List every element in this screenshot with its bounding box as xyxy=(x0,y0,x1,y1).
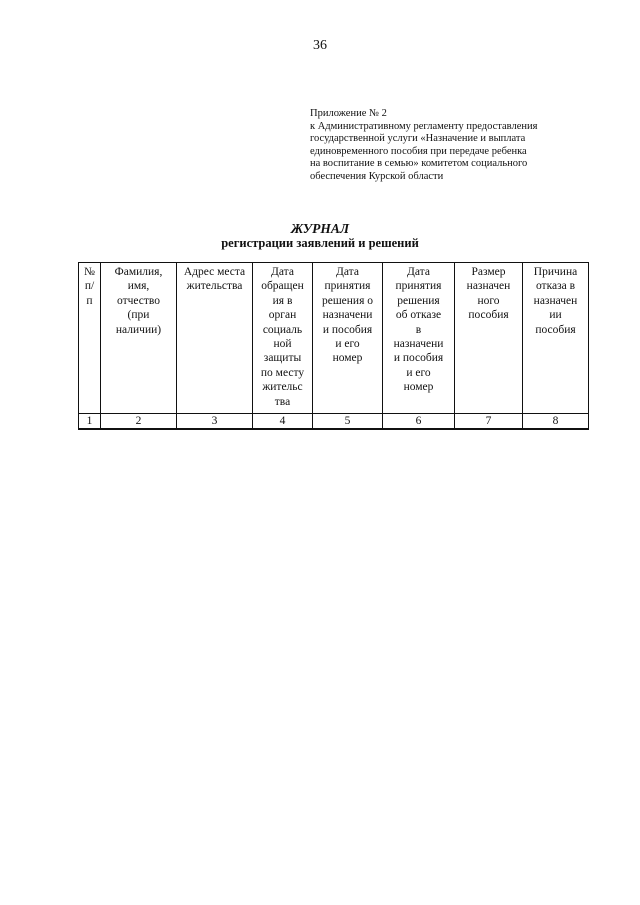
table-header-row xyxy=(79,263,589,414)
column-header-line: номер xyxy=(332,352,363,365)
column-header-line: имя, xyxy=(127,280,150,293)
column-header-line: наличии) xyxy=(115,323,162,336)
column-header-line: решения xyxy=(397,294,440,307)
column-header-line: и его xyxy=(406,366,431,379)
column-header-line: Адрес места xyxy=(183,266,246,278)
column-header-line: Дата xyxy=(407,266,430,278)
column-header xyxy=(313,263,383,414)
column-number: 2 xyxy=(101,414,177,430)
column-header-line: и пособия xyxy=(393,352,444,365)
page-number: 36 xyxy=(313,38,327,53)
column-number: 4 xyxy=(253,414,313,430)
column-header-line: номер xyxy=(403,381,434,394)
column-header-line: тва xyxy=(274,395,291,408)
column-header-line: принятия xyxy=(324,280,371,293)
column-header-line: отчество xyxy=(116,294,161,307)
appendix-line: обеспечения Курской области xyxy=(310,170,444,182)
column-header xyxy=(523,263,589,414)
column-header xyxy=(383,263,455,414)
column-number-row xyxy=(79,414,589,430)
journal-title: ЖУРНАЛ xyxy=(290,221,350,236)
column-header-line: защиты xyxy=(263,352,302,365)
appendix-note xyxy=(310,108,610,184)
column-header-line: пособия xyxy=(535,323,576,336)
appendix-line: Приложение № 2 xyxy=(310,108,387,119)
column-header-line: назначени xyxy=(393,338,444,351)
column-header-line: решения о xyxy=(321,294,374,307)
column-header-line: Дата xyxy=(271,266,294,278)
column-header xyxy=(101,263,177,414)
column-number: 6 xyxy=(383,414,455,430)
column-number: 5 xyxy=(313,414,383,430)
column-header-line: обращен xyxy=(261,280,304,293)
column-header-line: № xyxy=(84,266,95,278)
column-header-line: жительства xyxy=(186,280,243,293)
column-header-line: и пособия xyxy=(322,323,373,336)
column-number: 8 xyxy=(523,414,589,430)
column-header xyxy=(455,263,523,414)
column-header-line: ного xyxy=(477,294,500,307)
column-header-line: ии xyxy=(549,309,562,322)
column-header-line: (при xyxy=(127,309,150,322)
column-header-line: жительс xyxy=(262,381,303,394)
column-header xyxy=(177,263,253,414)
column-header-line: в xyxy=(415,323,422,336)
column-number: 7 xyxy=(455,414,523,430)
column-header-line: п xyxy=(86,294,93,307)
column-number: 3 xyxy=(177,414,253,430)
appendix-line: на воспитание в семью» комитетом социального xyxy=(310,158,528,170)
journal-subtitle: регистрации заявлений и решений xyxy=(221,236,419,250)
column-header-line: орган xyxy=(268,309,297,322)
column-header-line: по месту xyxy=(260,366,305,379)
column-header-line: назначени xyxy=(322,309,373,322)
column-header-line: назначен xyxy=(533,294,578,307)
column-header-line: социаль xyxy=(262,323,303,336)
appendix-line: государственной услуги «Назначение и выплата xyxy=(310,133,526,145)
column-header-line: Дата xyxy=(336,266,359,278)
column-header-line: Фамилия, xyxy=(114,266,163,278)
column-header-line: ной xyxy=(273,338,292,351)
journal-table xyxy=(78,262,589,430)
appendix-line: к Административному регламенту предоставления xyxy=(310,120,538,132)
column-header-line: п/ xyxy=(84,280,95,293)
column-number: 1 xyxy=(79,414,101,430)
column-header-line: отказа в xyxy=(535,280,576,293)
column-header-line: об отказе xyxy=(395,309,442,322)
column-header-line: Причина xyxy=(533,266,578,278)
column-header-line: принятия xyxy=(395,280,442,293)
appendix-line: единовременного пособия при передаче ребенка xyxy=(310,145,527,157)
column-header-line: назначен xyxy=(466,280,511,293)
column-header-line: и его xyxy=(335,338,360,351)
column-header xyxy=(253,263,313,414)
column-header xyxy=(79,263,101,414)
column-header-line: ия в xyxy=(272,294,293,307)
column-header-line: пособия xyxy=(468,309,509,322)
column-header-line: Размер xyxy=(471,266,506,278)
